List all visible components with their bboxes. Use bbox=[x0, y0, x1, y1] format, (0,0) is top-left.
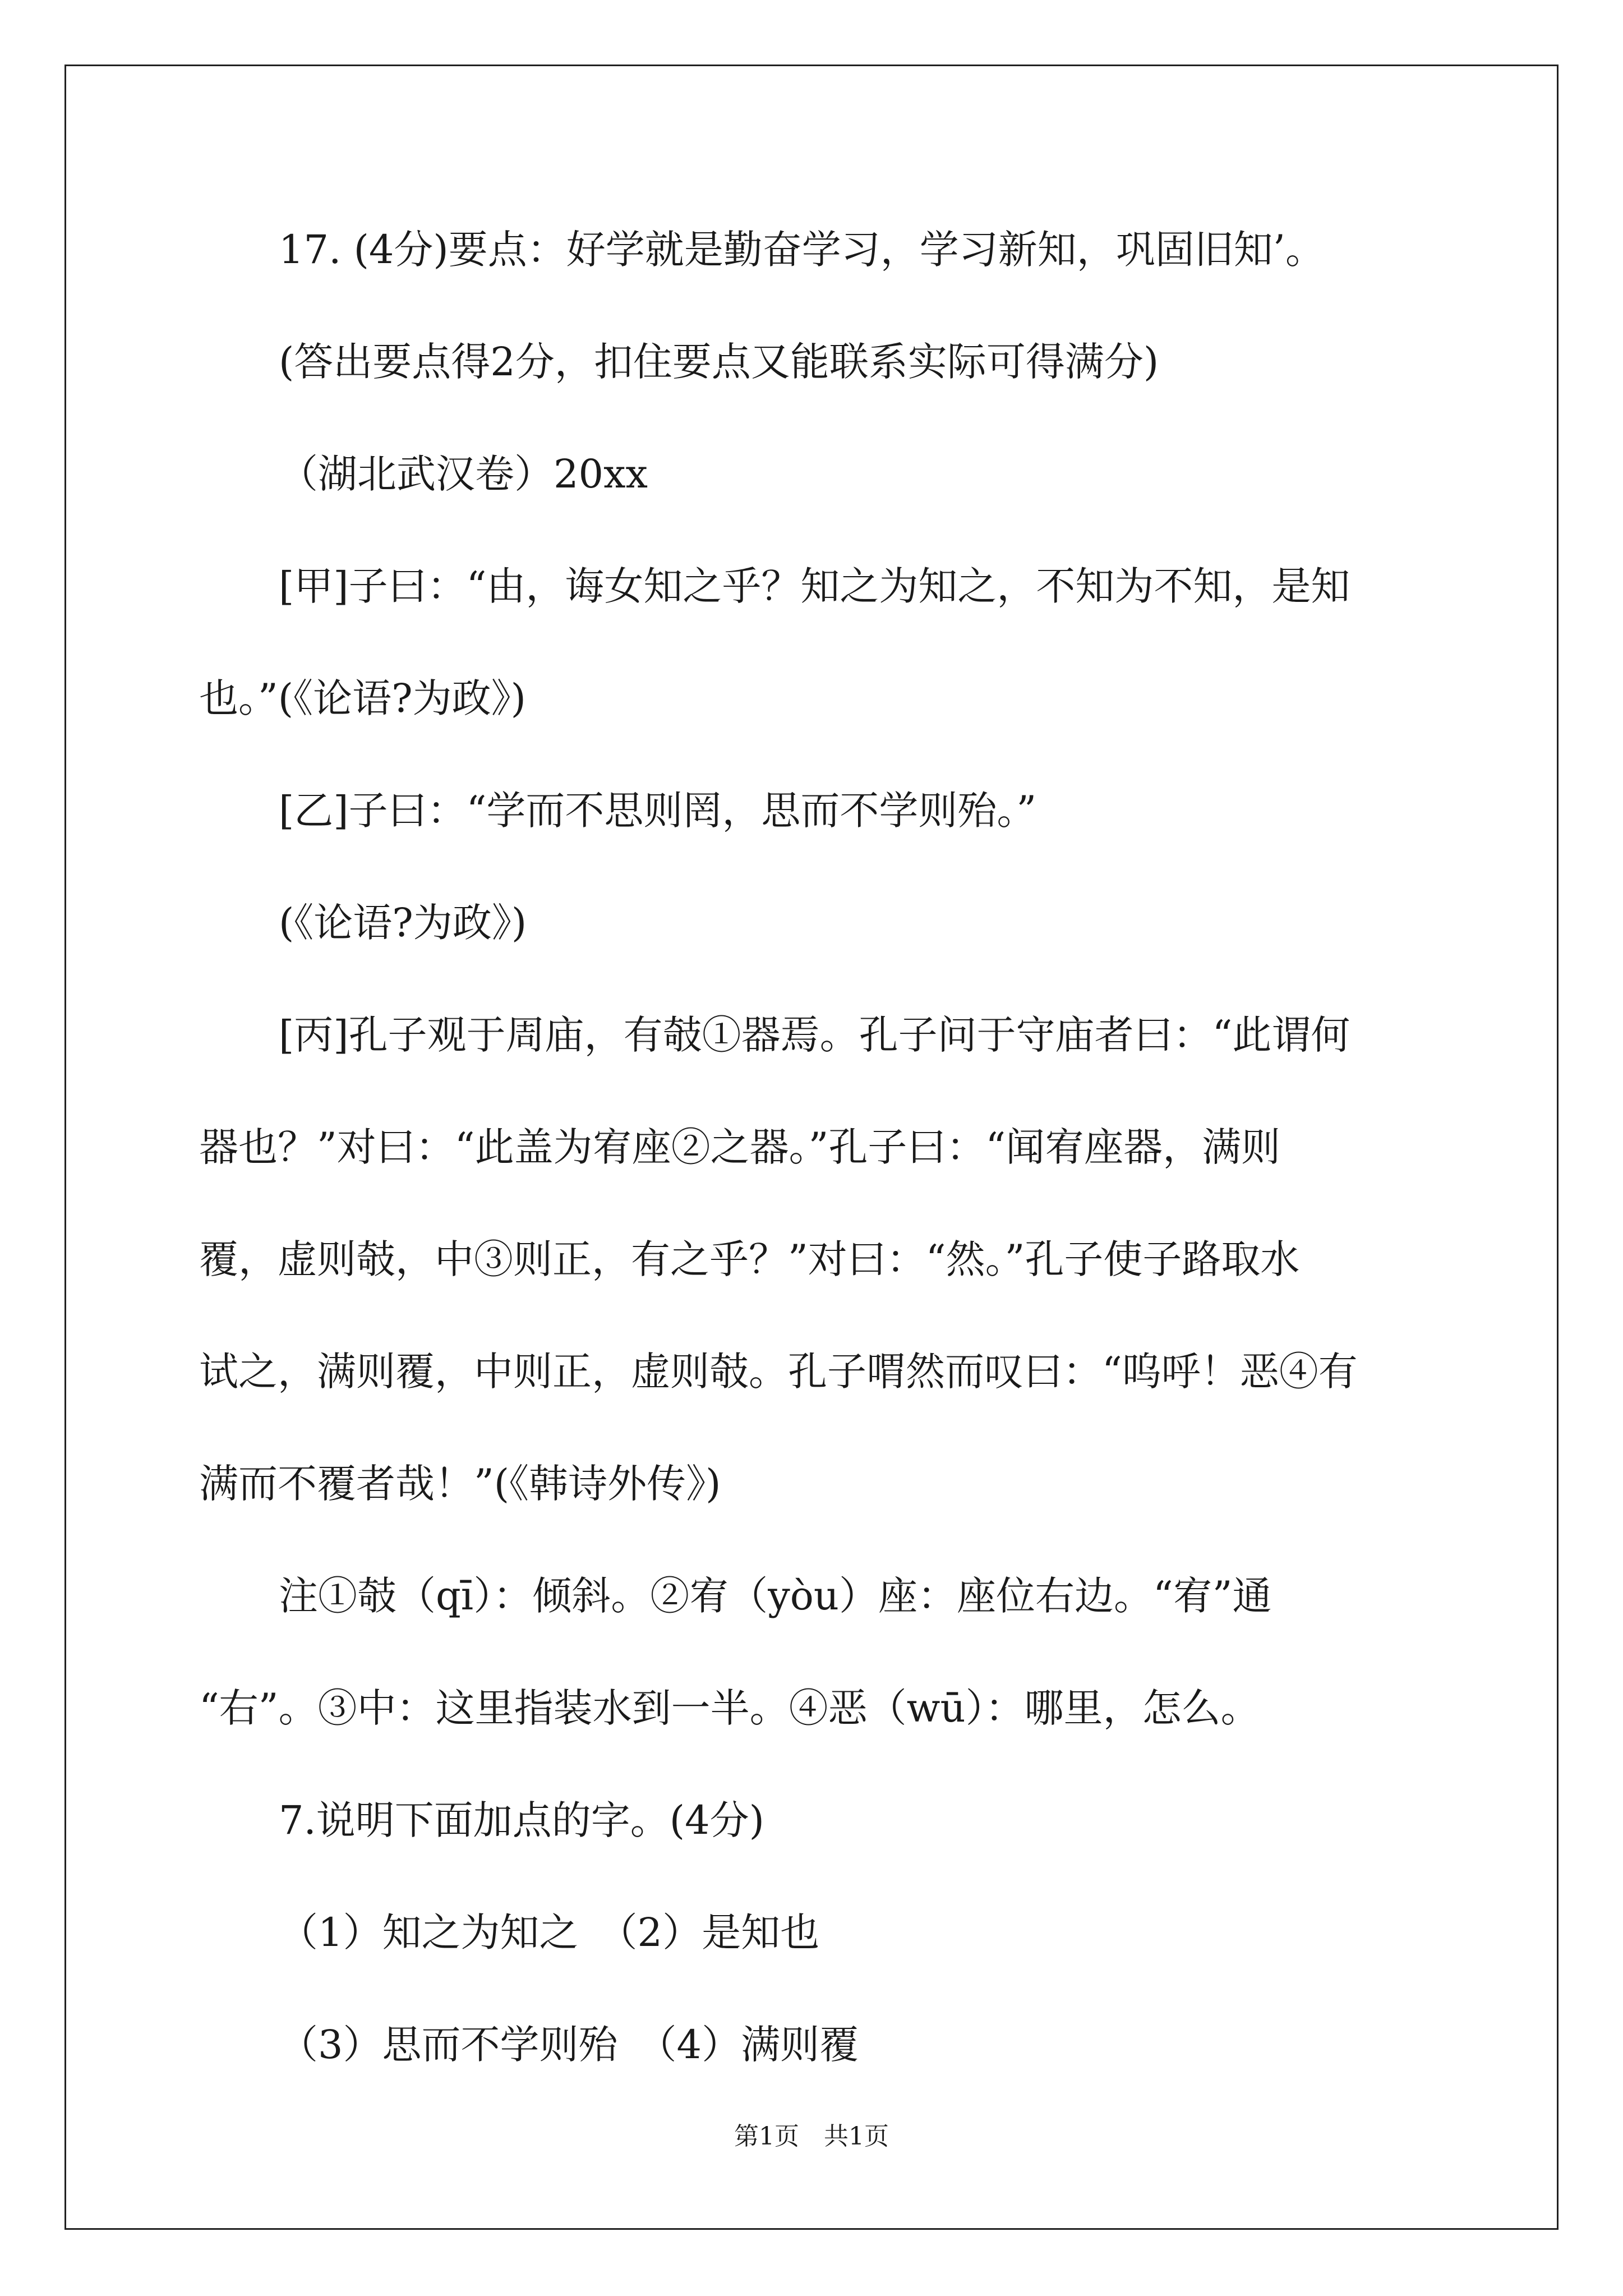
passage-bing-line-1: [丙]孔子观于周庙，有攲①器焉。孔子问于守庙者曰：“此谓何 bbox=[279, 1012, 1350, 1058]
passage-bing-line-2: 器也？”对曰：“此盖为宥座②之器。”孔子曰：“闻宥座器，满则 bbox=[199, 1124, 1281, 1170]
passage-bing-line-5: 满而不覆者哉！”(《韩诗外传》) bbox=[199, 1461, 721, 1507]
answer-17-line: 17. (4分)要点：好学就是勤奋学习，学习新知，巩固旧知’。 bbox=[279, 227, 1325, 273]
page-number: 第1页 共1页 bbox=[734, 2122, 889, 2151]
question-7-items-3-4: （3）思而不学则殆 （4）满则覆 bbox=[279, 2022, 859, 2068]
source-heading-line: （湖北武汉卷）20xx bbox=[279, 451, 648, 497]
passage-bing-line-3: 覆，虚则攲，中③则正，有之乎？”对曰：“然。”孔子使子路取水 bbox=[199, 1236, 1300, 1282]
passage-jia-line-1: [甲]子曰：“由，诲女知之乎？知之为知之，不知为不知，是知 bbox=[279, 563, 1350, 609]
scoring-note-line: (答出要点得2分，扣住要点又能联系实际可得满分) bbox=[279, 339, 1159, 385]
passage-jia-line-2: 也。”(《论语?为政》) bbox=[199, 675, 526, 721]
annotation-line-1: 注①攲（qī）：倾斜。②宥（yòu）座：座位右边。“宥”通 bbox=[279, 1573, 1272, 1619]
annotation-line-2: “右”。③中：这里指装水到一半。④恶（wū）：哪里，怎么。 bbox=[199, 1685, 1260, 1731]
passage-yi-source: (《论语?为政》) bbox=[279, 900, 527, 946]
passage-yi-line: [乙]子曰：“学而不思则罔，思而不学则殆。” bbox=[279, 788, 1037, 834]
question-7-heading: 7.说明下面加点的字。(4分) bbox=[279, 1797, 764, 1843]
question-7-items-1-2: （1）知之为知之 （2）是知也 bbox=[279, 1910, 820, 1955]
passage-bing-line-4: 试之，满则覆，中则正，虚则攲。孔子喟然而叹曰：“呜呼！恶④有 bbox=[199, 1349, 1358, 1395]
